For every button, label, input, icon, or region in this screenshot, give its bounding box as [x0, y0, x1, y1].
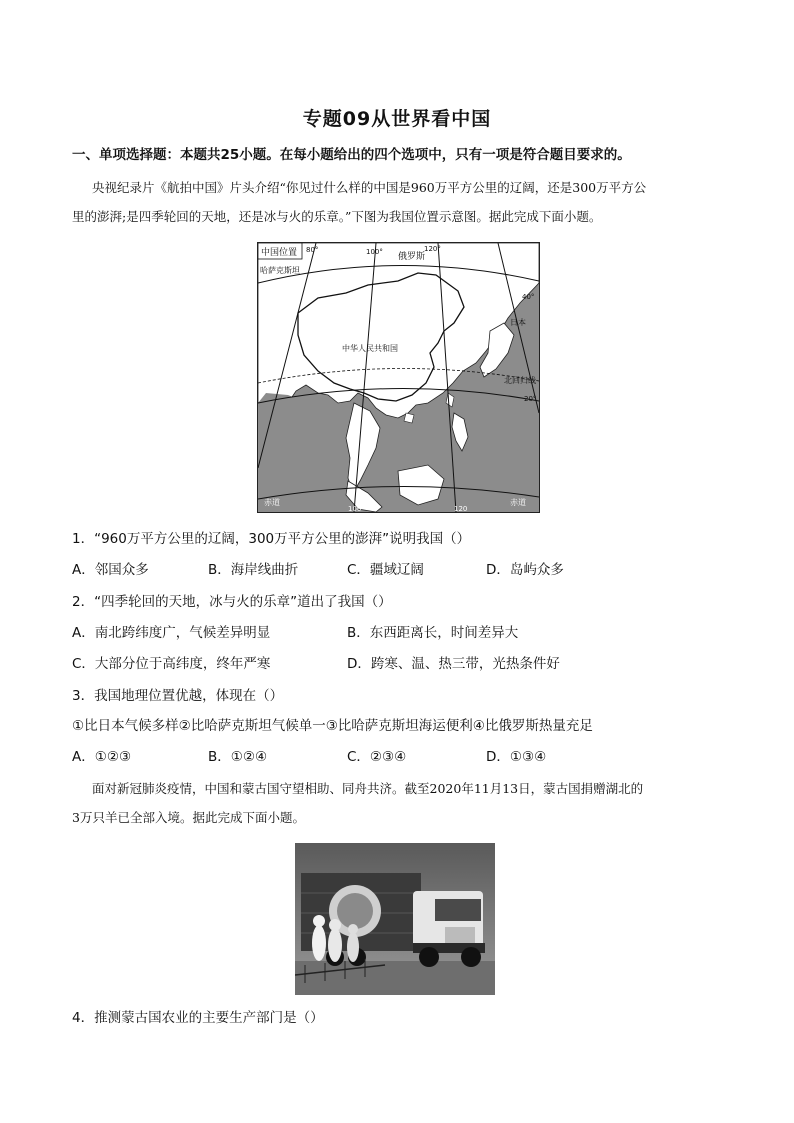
question-4-stem: 4．推测蒙古国农业的主要生产部门是（） [72, 1010, 324, 1026]
map-svg [258, 243, 539, 512]
q3-option-c[interactable]: C．②③④ [347, 749, 407, 765]
question-1-stem: 1．“960万平方公里的辽阔，300万平方公里的澎湃”说明我国（） [72, 531, 471, 547]
label-lon80: 80° [306, 246, 319, 254]
label-lat20: 20° [524, 395, 537, 403]
china-location-map [257, 242, 540, 513]
q2-option-a[interactable]: A．南北跨纬度广，气候差异明显 [72, 625, 271, 641]
label-china: 中华人民共和国 [342, 344, 398, 353]
passage1-line2: 里的澎湃;是四季轮回的天地，还是冰与火的乐章。”下图为我国位置示意图。据此完成下面小题。 [72, 209, 602, 224]
passage1-line1: 央视纪录片《航拍中国》片头介绍“你见过什么样的中国是960万平方公里的辽阔，还是300万平方公 [92, 180, 647, 195]
label-equator-left: 赤道 [264, 498, 280, 507]
question-2-stem: 2．“四季轮回的天地，冰与火的乐章”道出了我国（） [72, 594, 392, 610]
passage2-line2: 3万只羊已全部入境。据此完成下面小题。 [72, 810, 305, 825]
label-lon120-bottom: 120 [454, 505, 468, 512]
q1-option-a[interactable]: A．邻国众多 [72, 562, 149, 578]
passage2-line1: 面对新冠肺炎疫情，中国和蒙古国守望相助、同舟共济。截至2020年11月13日，蒙古国捐赠湖北的 [92, 781, 644, 796]
label-tropic: 北回归线 [504, 376, 536, 385]
truck-photo [295, 843, 495, 995]
question-3-stem: 3．我国地理位置优越，体现在（） [72, 688, 284, 704]
q2-option-d[interactable]: D．跨寒、温、热三带，光热条件好 [347, 656, 560, 672]
label-lat40: 40° [522, 293, 535, 301]
label-japan: 日本 [510, 318, 526, 327]
q3-option-b[interactable]: B．①②④ [208, 749, 268, 765]
q1-option-d[interactable]: D．岛屿众多 [486, 562, 564, 578]
q1-option-c[interactable]: C．疆域辽阔 [347, 562, 424, 578]
q3-option-d[interactable]: D．①③④ [486, 749, 547, 765]
label-russia: 俄罗斯 [398, 252, 426, 262]
label-lon120-top: 120° [424, 245, 441, 253]
q2-option-c[interactable]: C．大部分位于高纬度，终年严寒 [72, 656, 271, 672]
page-title: 专题09从世界看中国 [302, 108, 492, 130]
label-kazakhstan: 哈萨克斯坦 [260, 266, 300, 275]
label-lon100-top: 100° [366, 248, 383, 256]
q2-option-b[interactable]: B．东西距离长，时间差异大 [347, 625, 519, 641]
question-3-statements: ①比日本气候多样②比哈萨克斯坦气候单一③比哈萨克斯坦海运便利④比俄罗斯热量充足 [72, 718, 593, 734]
q1-option-b[interactable]: B．海岸线曲折 [208, 562, 299, 578]
section-heading: 一、单项选择题：本题共25小题。在每小题给出的四个选项中，只有一项是符合题目要求的。 [72, 147, 631, 163]
truck-photo-svg [295, 843, 495, 995]
q3-option-a[interactable]: A．①②③ [72, 749, 132, 765]
label-equator-right: 赤道 [510, 498, 526, 507]
label-lon100-bottom: 100 [348, 505, 362, 512]
map-legend: 中国位置 [261, 248, 298, 258]
